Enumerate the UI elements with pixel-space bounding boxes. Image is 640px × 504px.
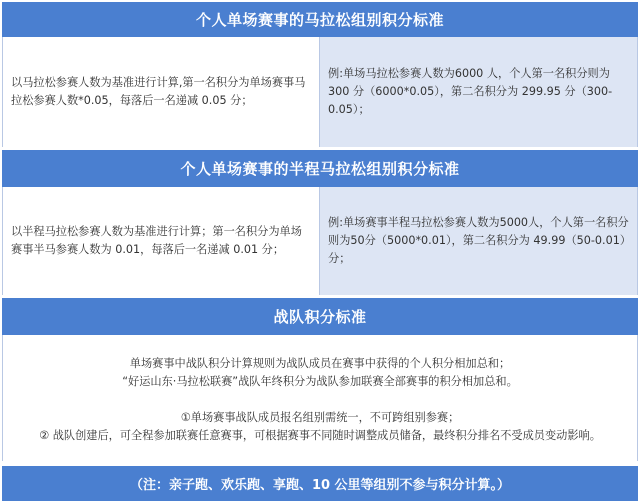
footer-note-bar: [2, 466, 638, 501]
footer-note: （注：亲子跑、欢乐跑、享跑、10 公里等组别不参与积分计算。）: [129, 478, 511, 493]
team-scoring-body: [2, 335, 638, 461]
section3-header: [2, 298, 638, 335]
team-rule-line2: “好运山东·马拉松联赛”战队年终积分为战队参加联赛全部赛事的积分相加总和。: [122, 375, 518, 388]
section1-example: 例:单场马拉松参赛人数为6000 人，个人第一名积分则为 300 分（6000*0.05），第二名积分为 299.95 分（300-0.05）；: [320, 37, 637, 147]
section2-row: [2, 187, 638, 295]
team-rule-line4: ② 战队创建后，可全程参加联赛任意赛事，可根据赛事不同随时调整成员储备，最终积分排名不受成员变动影响。: [39, 429, 601, 442]
section3-title: 战队积分标准: [273, 308, 367, 326]
section1-rule: 以马拉松参赛人数为基准进行计算,第一名积分为单场赛事马拉松参赛人数*0.05，每落后一名递减 0.05 分；: [3, 37, 320, 147]
section1-row: [2, 37, 638, 147]
section2-header: [2, 150, 638, 187]
section1-title: 个人单场赛事的马拉松组别积分标准: [195, 11, 444, 29]
team-rule-line3: ①单场赛事战队成员报名组别需统一，不可跨组别参赛；: [180, 411, 460, 424]
team-rule-line1: 单场赛事中战队积分计算规则为战队成员在赛事中获得的个人积分相加总和；: [129, 357, 511, 370]
section2-rule: 以半程马拉松参赛人数为基准进行计算；第一名积分为单场赛事半马参赛人数为 0.01，每落后一名递减 0.01 分；: [3, 187, 320, 295]
section1-header: [2, 2, 638, 37]
section2-example: 例:单场赛事半程马拉松参赛人数为5000人，个人第一名积分则为50分（5000*0.01），第二名积分为 49.99（50-0.01）分；: [320, 187, 637, 295]
section2-title: 个人单场赛事的半程马拉松组别积分标准: [180, 160, 460, 178]
